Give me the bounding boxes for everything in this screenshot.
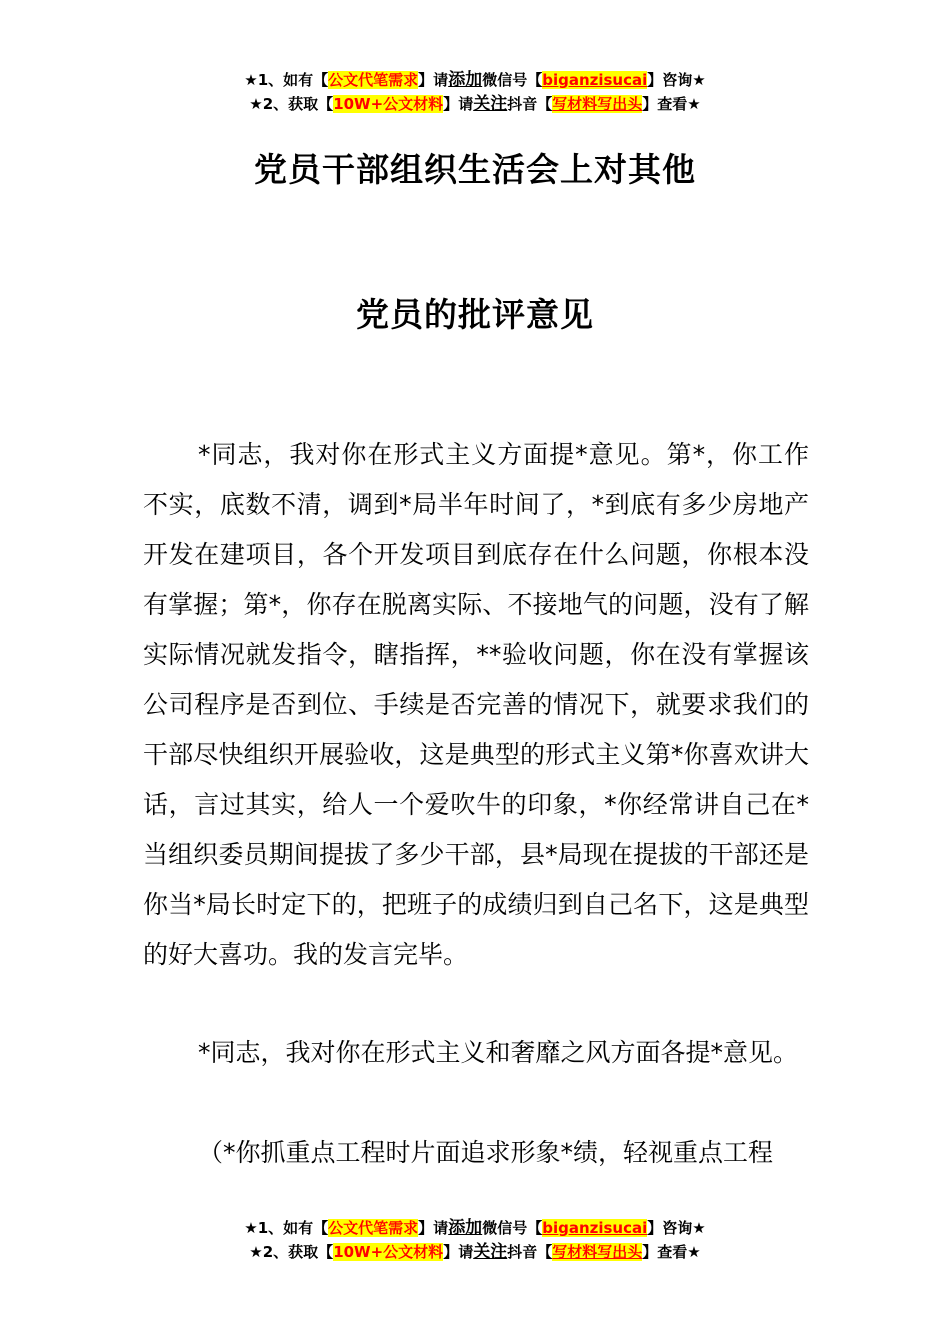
banner-text: ★1、如有【 <box>244 71 329 89</box>
banner-text: 微信号【 <box>482 1219 543 1237</box>
paragraph-1: *同志，我对你在形式主义方面提*意见。第*，你工作不实，底数不清，调到*局半年时间了，*到底有多少房地产开发在建项目，各个开发项目到底存在什么问题，你根本没有掌握；第*，你存在脱离实际、不接地气的问题，没有了解实际情况就发指令，瞎指挥，**验收问题，你在没有掌握该公司程序是否到位、手续是否完善的情况下，就要求我们的干部尽快组织开展验收，这是典型的形式主义第*你喜欢讲大话，言过其实，给人一个爱吹牛的印象，*你经常讲自己在*当组织委员期间提拔了多少干部，县*局现在提拔的干部还是你当*局长时定下的，把班子的成绩归到自己名下，这是典型的好大喜功。我的发言完毕。 <box>143 440 809 969</box>
banner-line-2 <box>0 1240 950 1264</box>
banner-emphasis: 关注 <box>473 1242 508 1262</box>
document-title-line-1: 党员干部组织生活会上对其他 <box>254 150 696 189</box>
banner-text: 】请 <box>443 95 474 113</box>
banner-text: 】咨询★ <box>647 1219 706 1237</box>
banner-text: ★2、获取【 <box>249 95 334 113</box>
document-title-line-2: 党员的批评意见 <box>356 295 594 334</box>
banner-text: 】查看★ <box>642 1243 701 1261</box>
banner-text: 】查看★ <box>642 95 701 113</box>
banner-text: 抖音【 <box>507 95 553 113</box>
banner-line-1 <box>0 68 950 92</box>
banner-highlight: 公文代笔需求 <box>328 71 419 89</box>
banner-highlight: 公文代笔需求 <box>328 1219 419 1237</box>
banner-emphasis: 添加 <box>448 70 483 90</box>
banner-emphasis: 添加 <box>448 1218 483 1238</box>
wechat-id: biganzisucai <box>542 1219 648 1237</box>
wechat-id: biganzisucai <box>542 71 648 89</box>
banner-highlight: 10W+公文材料 <box>333 1243 444 1261</box>
banner-text: ★1、如有【 <box>244 1219 329 1237</box>
banner-text: 】请 <box>418 1219 449 1237</box>
banner-line-1 <box>0 1216 950 1240</box>
banner-highlight: 10W+公文材料 <box>333 95 444 113</box>
banner-text: 】请 <box>443 1243 474 1261</box>
banner-line-2 <box>0 92 950 116</box>
banner-text: ★2、获取【 <box>249 1243 334 1261</box>
header-banner <box>0 68 950 116</box>
banner-emphasis: 关注 <box>473 94 508 114</box>
paragraph-3: （*你抓重点工程时片面追求形象*绩，轻视重点工程 <box>198 1138 774 1167</box>
banner-text: 抖音【 <box>507 1243 553 1261</box>
douyin-id: 写材料写出头 <box>552 1243 643 1261</box>
douyin-id: 写材料写出头 <box>552 95 643 113</box>
footer-banner <box>0 1216 950 1264</box>
banner-text: 】咨询★ <box>647 71 706 89</box>
banner-text: 微信号【 <box>482 71 543 89</box>
banner-text: 】请 <box>418 71 449 89</box>
paragraph-2: *同志，我对你在形式主义和奢靡之风方面各提*意见。 <box>198 1038 799 1067</box>
